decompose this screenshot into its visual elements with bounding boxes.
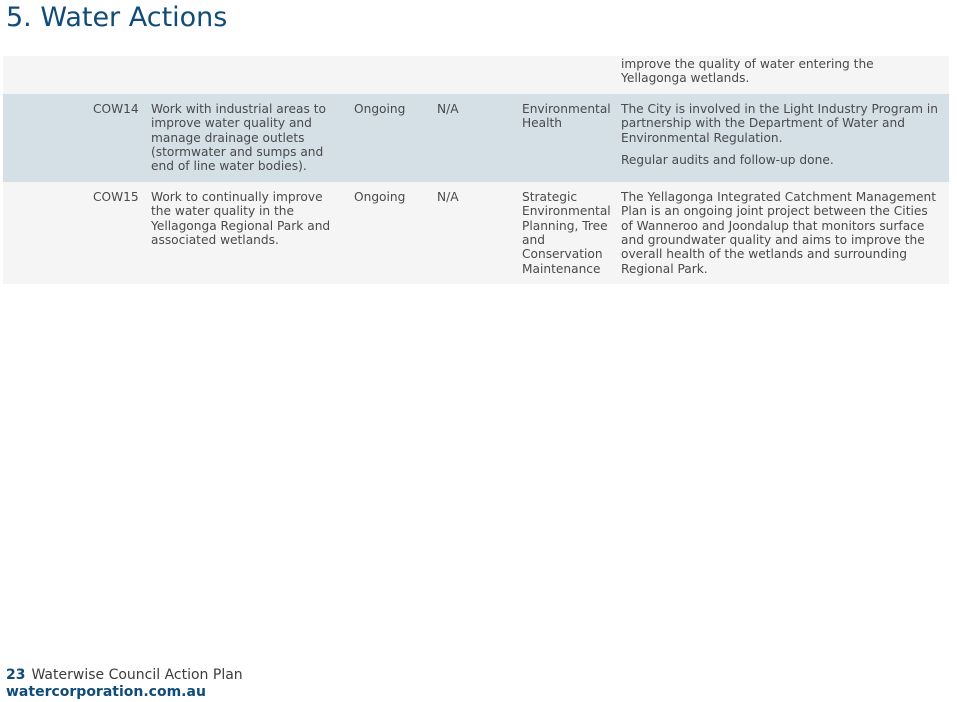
action-code-cell: COW14 — [3, 94, 146, 182]
water-actions-table-wrapper — [3, 56, 949, 284]
action-description-cell: Work with industrial areas to improve water quality and manage drainage outlets (stormwater and sumps and end of line water bodies). — [146, 94, 349, 182]
table-row-continuation — [3, 56, 949, 94]
progress-text: improve the quality of water entering the Yellagonga wetlands. — [621, 57, 874, 86]
page-footer — [6, 667, 243, 701]
water-actions-table — [3, 56, 949, 284]
table-row-cow15 — [3, 182, 949, 284]
action-description-cell: Work to continually improve the water quality in the Yellagonga Regional Park and associated wetlands. — [146, 182, 349, 284]
budget-cell: N/A — [432, 94, 517, 182]
action-code-cell: COW15 — [3, 182, 146, 284]
progress-cell — [616, 182, 949, 284]
progress-cell — [616, 56, 949, 94]
progress-cell — [616, 94, 949, 182]
page-title: 5. Water Actions — [6, 2, 228, 33]
timeline-cell: Ongoing — [349, 94, 432, 182]
responsibility-cell: Environmental Health — [517, 94, 616, 182]
table-row-cow14 — [3, 94, 949, 182]
budget-cell: N/A — [432, 182, 517, 284]
responsibility-cell: Strategic Environmental Planning, Tree and Conservation Maintenance — [517, 182, 616, 284]
page-number: 23 — [6, 667, 26, 683]
timeline-cell — [349, 56, 432, 94]
budget-cell — [432, 56, 517, 94]
timeline-cell: Ongoing — [349, 182, 432, 284]
responsibility-cell — [517, 56, 616, 94]
progress-text: Regular audits and follow-up done. — [621, 153, 834, 168]
action-code-cell — [3, 56, 146, 94]
progress-text: The City is involved in the Light Industry Program in partnership with the Department of Water and Environmental Regulation. — [621, 101, 938, 145]
footer-website-link[interactable]: watercorporation.com.au — [6, 684, 206, 700]
footer-doc-title: Waterwise Council Action Plan — [31, 667, 243, 683]
progress-text: The Yellagonga Integrated Catchment Management Plan is an ongoing joint project between the Cities of Wanneroo and Joondalup that monitors surface and groundwater quality and aims to improve the overall health of the wetlands and surrounding Regional Park. — [621, 189, 937, 276]
action-description-cell — [146, 56, 349, 94]
footer-doc-line — [6, 667, 243, 684]
